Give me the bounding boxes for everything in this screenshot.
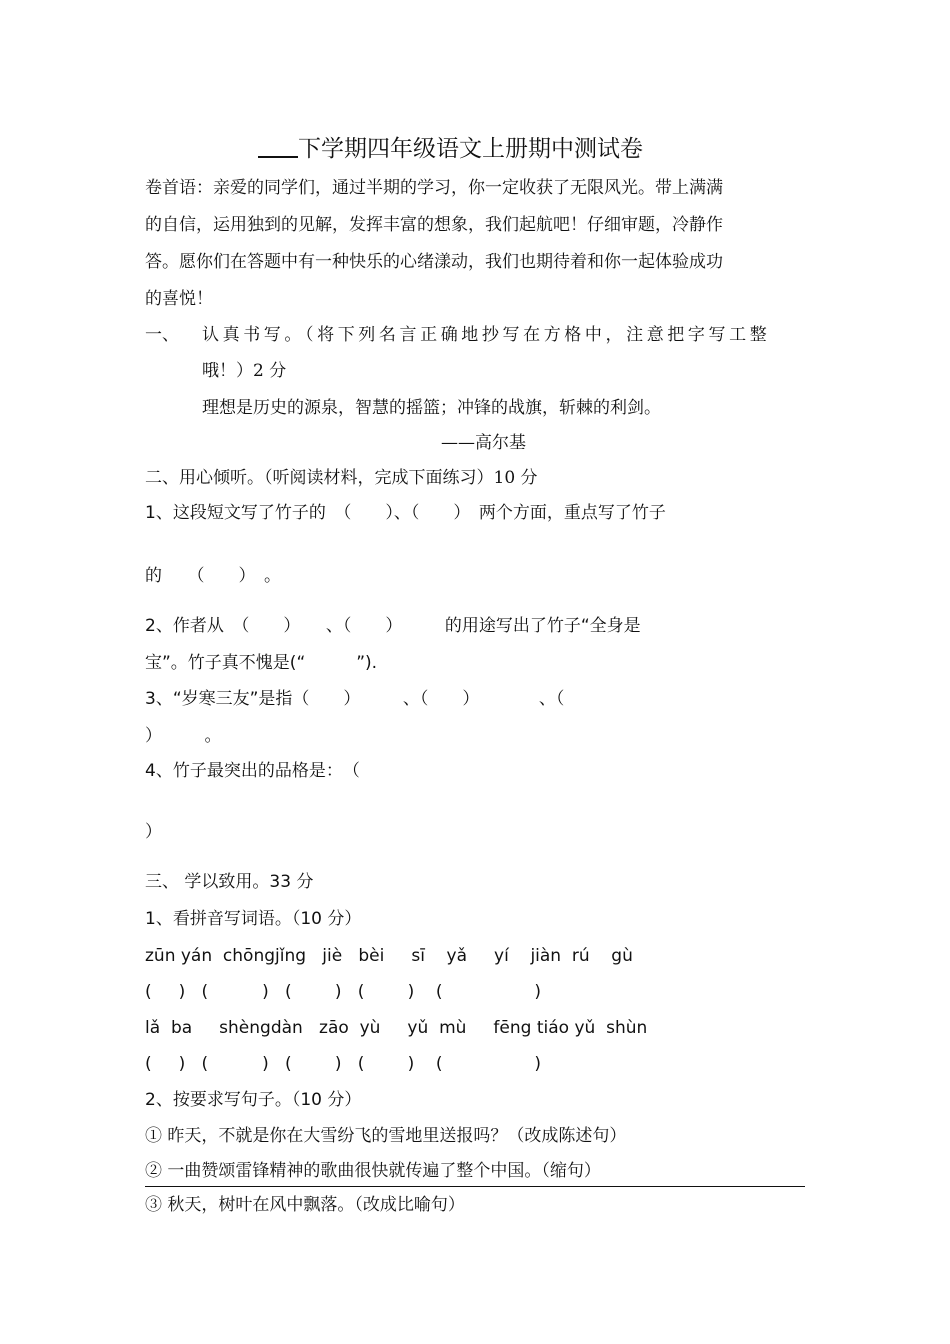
title-text: 下学期四年级语文上册期中测试卷 (298, 136, 643, 162)
pinyin-row-2: lǎ ba shèngdàn zāo yù yǔ mù fēng tiáo yǔ shùn (145, 1018, 648, 1038)
quote-text: 理想是历史的源泉，智慧的摇篮；冲锋的战旗，斩棘的利剑。 (202, 398, 661, 418)
pinyin-row-1: zūn yán chōngjǐng jiè bèi sī yǎ yí jiàn rú gù (145, 946, 633, 966)
section3-heading: 三、 学以致用。33 分 (145, 872, 314, 892)
intro-line-3: 答。愿你们在答题中有一种快乐的心绪漾动，我们也期待着和你一起体验成功 (145, 252, 723, 272)
sentence-item-3: ③ 秋天，树叶在风中飘落。（改成比喻句） (145, 1195, 465, 1215)
question-2-4-line-1: 4、竹子最突出的品格是： （ (145, 761, 360, 781)
question-2-2-line-2: 宝”。竹子真不愧是(“ ”). (145, 653, 378, 673)
intro-line-2: 的自信，运用独到的见解，发挥丰富的想象，我们起航吧！仔细审题，冷静作 (145, 215, 723, 235)
question-2-1-line-2: 的 （ ） 。 (145, 566, 281, 586)
question-2-3-line-2: ） 。 (145, 726, 222, 746)
intro-line-1: 卷首语：亲爱的同学们，通过半期的学习，你一定收获了无限风光。带上满满 (145, 178, 723, 198)
section2-heading: 二、用心倾听。（听阅读材料，完成下面练习）10 分 (145, 468, 538, 488)
sentence-item-1: ① 昨天，不就是你在大雪纷飞的雪地里送报吗？（改成陈述句） (145, 1126, 627, 1146)
question-2-1-line-1: 1、这段短文写了竹子的 （ ）、（ ） 两个方面，重点写了竹子 (145, 503, 666, 523)
intro-line-4: 的喜悦！ (145, 289, 213, 309)
quote-author: ——高尔基 (441, 433, 526, 453)
answer-line (145, 1186, 805, 1187)
question-3-2-heading: 2、按要求写句子。（10 分） (145, 1090, 362, 1110)
question-3-1-heading: 1、看拼音写词语。（10 分） (145, 909, 362, 929)
page-title (258, 134, 643, 164)
question-2-2-line-1: 2、作者从 （ ） 、（ ） 的用途写出了竹子“全身是 (145, 616, 641, 636)
section1-number: 一、 (145, 325, 179, 345)
section1-heading: 认真书写。（将下列名言正确地抄写在方格中，注意把字写工整 (202, 325, 771, 345)
question-2-4-line-2: ） (145, 822, 162, 842)
title-blank (258, 134, 298, 158)
sentence-item-2: ② 一曲赞颂雷锋精神的歌曲很快就传遍了整个中国。（缩句） (145, 1161, 601, 1181)
section1-heading-cont: 哦！）2 分 (202, 361, 287, 381)
answer-blanks-row-2: ( ) ( ) ( ) ( ) ( ) (145, 1054, 541, 1074)
question-2-3-line-1: 3、“岁寒三友”是指（ ） 、（ ） 、（ (145, 689, 565, 709)
answer-blanks-row-1: ( ) ( ) ( ) ( ) ( ) (145, 982, 541, 1002)
